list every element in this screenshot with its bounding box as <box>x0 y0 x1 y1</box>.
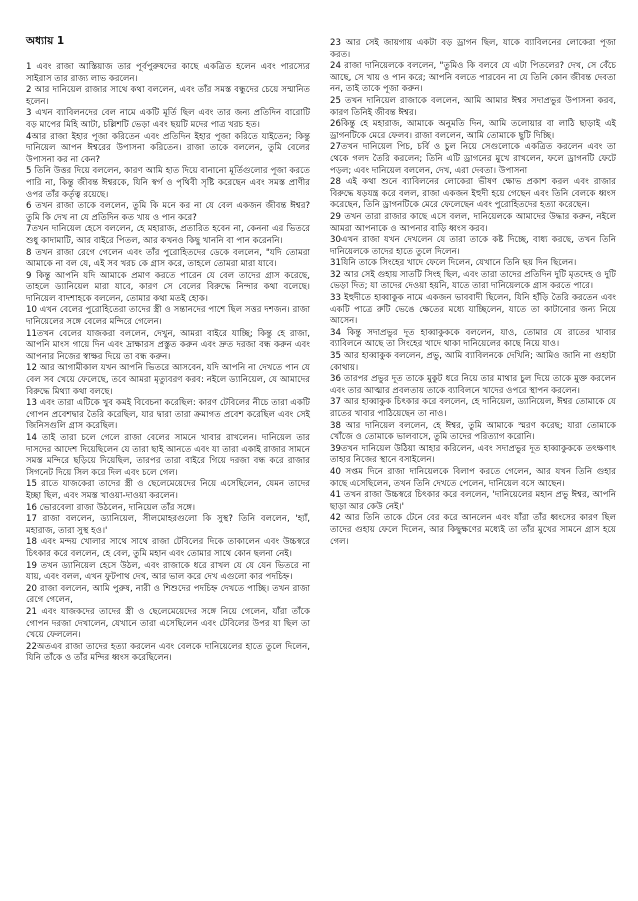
verse-paragraph: 22অতএব রাজা তাদের হত্যা করলেন এবং বেলকে দানিয়েলের হাতে তুলে দিলেন, যিনি তাঁকে ও তাঁর মন্দির ধ্বংস করেছিলেন। <box>26 641 310 664</box>
verse-paragraph: 29 তখন তারা রাজার কাছে এসে বলল, দানিয়েলকে আমাদের উদ্ধার করুন, নইলে আমরা আপনাকে ও আপনার বাড়ি ধ্বংস করব। <box>330 211 616 234</box>
verse-paragraph: 24 রাজা দানিয়েলকে বললেন, "তুমিও কি বলবে যে এটা পিতলের? দেখ, সে বেঁচে আছে, সে খায় ও পান করে; আপনি বলতে পারবেন না যে তিনি কোন জীবন্ত দেবতা নন, তাই তাকে পূজা করুন। <box>330 61 616 95</box>
verse-paragraph: 4আর রাজা ইহার পূজা করিতেন এবং প্রতিদিন ইহার পূজা করিতে যাইতেন; কিন্তু দানিয়েল আপন ঈশ্বরের উপাসনা করিতেন। রাজা তাকে বললেন, তুমি বেলের উপাসনা কর না কেন? <box>26 131 310 165</box>
verse-paragraph: 19 তখন ড্যানিয়েল হেসে উঠল, এবং রাজাকে ধরে রাখল যে যে যেন ভিতরে না যায়, এবং বলল, এখন ফুটপাথ দেখ, আর ভাল করে দেখ এগুলো কার পদচিহ্ন। <box>26 560 310 583</box>
verse-paragraph: 25 তখন দানিয়েল রাজাকে বললেন, আমি আমার ঈশ্বর সদাপ্রভুর উপাসনা করব, কারণ তিনিই জীবন্ত ঈশ্বর। <box>330 95 616 118</box>
verse-paragraph: 27তখন দানিয়েল পিচ, চর্বি ও চুল নিয়ে সেগুলোকে একত্রিত করলেন এবং তা থেকে গলদ তৈরি করলেন; তিনি এটি ড্রাগনের মুখে রাখলেন, ফলে ড্রাগনটি ফেটে পড়ল; এবং দানিয়েল বললেন, দেখ, এরা দেবতা। উপাসনা <box>330 142 616 176</box>
verse-paragraph: 17 রাজা বললেন, ড্যানিয়েল, সীলমোহরগুলো কি সুস্থ? তিনি বললেন, 'হ্যাঁ, মহারাজ, তারা সুস্থ হও।' <box>26 514 310 536</box>
verse-paragraph: 41 তখন রাজা উচ্চস্বরে চিৎকার করে বললেন, 'দানিয়েলের মহান প্রভু ঈশ্বর, আপনি ছাড়া আর কেউ নেই।' <box>330 490 616 512</box>
verse-paragraph: 33 ইহুদীতে হাব্বাকুক নামে একজন ভাববাদী ছিলেন, যিনি হাঁড়ি তৈরি করতেন এবং একটি পাত্রে রুটি ভেঙে ক্ষেতের মধ্যে যাচ্ছিলেন, যাতে তা কাটানোর জন্য নিয়ে আসেন। <box>330 293 616 327</box>
verse-paragraph: 5 তিনি উত্তর দিয়ে বললেন, কারণ আমি হাত দিয়ে বানানো মূর্তিগুলোর পূজা করতে পারি না, কিন্তু জীবন্ত ঈশ্বরকে, যিনি স্বর্গ ও পৃথিবী সৃষ্টি করেছেন এবং সমস্ত প্রাণীর ওপর তাঁর কর্তৃত্ব রয়েছে। <box>26 166 310 200</box>
right-paragraph-list <box>330 38 616 548</box>
verse-paragraph: 12 আর আগামীকাল যখন আপনি ভিতরে আসবেন, যদি আপনি না দেখতে পান যে বেল সব খেয়ে ফেলেছে, তবে আমরা মৃত্যুবরণ করব: নইলে ড্যানিয়েল, যে আমাদের বিরুদ্ধে মিথ্যা কথা বলছে। <box>26 363 310 397</box>
verse-paragraph: 2 আর দানিয়েল রাজার সাথে কথা বললেন, এবং তাঁর সমস্ত বন্ধুদের চেয়ে সম্মানিত হলেন। <box>26 85 310 107</box>
verse-paragraph: 32 আর সেই গুহায় সাতটি সিংহ ছিল, এবং তারা তাদের প্রতিদিন দুটি মৃতদেহ ও দুটি ভেড়া দিত; যা তাদের দেওয়া হয়নি, যাতে তারা দানিয়েলকে গ্রাস করতে পারে। <box>330 269 616 292</box>
verse-paragraph: 38 আর দানিয়েল বললেন, হে ঈশ্বর, তুমি আমাকে স্মরণ করেছ; যারা তোমাকে খোঁজে ও তোমাকে ভালবাসে, তুমি তাদের পরিত্যাগ করোনি। <box>330 420 616 443</box>
verse-paragraph: 15 রাতে যাজকেরা তাদের স্ত্রী ও ছেলেমেয়েদের নিয়ে এসেছিলেন, যেমন তাদের ইচ্ছা ছিল, এবং সমস্ত খাওয়া-দাওয়া করলেন। <box>26 479 310 501</box>
left-column <box>26 34 310 665</box>
verse-paragraph: 14 তাই তারা চলে গেলে রাজা বেলের সামনে খাবার রাখলেন। দানিয়েল তার দাসদের আদেশ দিয়েছিলেন যে তারা ছাই আনতে এবং যা তারা একাই রাজার সামনে সমস্ত মন্দিরে ছড়িয়ে দিয়েছিল, তারপর তারা বাইরে গিয়ে দরজা বন্ধ করে রাজার সিগনেট দিয়ে সিল করে দিল এবং চলে গেল। <box>26 433 310 478</box>
verse-paragraph: 10 এখন বেলের পুরোহিতেরা তাদের স্ত্রী ও সন্তানদের পাশে ছিল সত্তর দশজন। রাজা দানিয়েলের সঙ্গে বেলের মন্দিরে গেলেন। <box>26 305 310 328</box>
verse-paragraph: 1 এবং রাজা আস্তিয়াজ তার পূর্বপুরুষদের কাছে একত্রিত হলেন এবং পারস্যের সাইরাস তার রাজ্য লাভ করলেন। <box>26 62 310 84</box>
verse-paragraph: 42 আর তিনি তাকে টেনে বের করে আনলেন এবং যাঁরা তাঁর ধ্বংসের কারণ ছিল তাদের গুহায় ফেলে দিলেন, আর কিছুক্ষণের মধ্যেই তা তাঁর মুখের সামনে গ্রাস হয়ে গেল। <box>330 513 616 547</box>
verse-paragraph: 28 এই কথা শুনে ব্যাবিলনের লোকেরা ভীষণ ক্ষোভ প্রকাশ করল এবং রাজার বিরুদ্ধে ষড়যন্ত্র করে বলল, রাজা একজন ইহুদী হয়ে গেছেন এবং তিনি বেলকে ধ্বংস করেছেন, তিনি ড্রাগনটিকে মেরে ফেলেছেন এবং পুরোহিতদের হত্যা করেছেন। <box>330 177 616 211</box>
verse-paragraph: 23 আর সেই জায়গায় একটা বড় ড্রাগন ছিল, যাকে ব্যাবিলনের লোকেরা পূজা করত। <box>330 38 616 60</box>
verse-paragraph: 9 কিন্তু আপনি যদি আমাকে প্রমাণ করতে পারেন যে বেল তাদের গ্রাস করেছে, তাহলে ড্যানিয়েল মারা যাবে, কারণ সে বেলের বিরুদ্ধে নিন্দার কথা বলেছে। দানিয়েল বাদশাহকে বললেন, তোমার কথা মতই হোক। <box>26 270 310 304</box>
verse-paragraph: 31যিনি তাকে সিংহের খাদে ফেলে দিলেন, যেখানে তিনি ছয় দিন ছিলেন। <box>330 258 577 269</box>
verse-paragraph: 36 তারপর প্রভুর দূত তাকে মুকুট ধরে নিয়ে তার মাথার চুল দিয়ে তাকে মুক্ত করলেন এবং তার আত্মার প্রবলতায় তাকে ব্যাবিলনে খাদের ওপরে স্থাপন করলেন। <box>330 374 616 396</box>
verse-paragraph: 3 এখন ব্যাবিলনদের বেল নামে একটি মূর্তি ছিল এবং তার জন্য প্রতিদিন বারোটি বড় মাপের মিহি আটা, চল্লিশটি ভেড়া এবং ছয়টি মদের পাত্র খরচ হত। <box>26 108 310 130</box>
verse-paragraph: 18 এবং মন্দয় খোলার সাথে সাথে রাজা টেবিলের দিকে তাকালেন এবং উচ্চস্বরে চিৎকার করে বললেন, হে বেল, তুমি মহান এবং তোমার সাথে কোন ছলনা নেই। <box>26 537 310 559</box>
right-column <box>330 38 616 548</box>
verse-paragraph: 35 আর হাব্বাকুক বললেন, প্রভু, আমি ব্যাবিলনকে দেখিনি; আমিও জানি না গুহাটা কোথায়। <box>330 351 616 373</box>
chapter-title: অধ্যায় 1 <box>26 35 65 47</box>
verse-paragraph: 37 আর হাব্বাকুক চিৎকার করে বললেন, হে দানিয়েল, ড্যানিয়েল, ঈশ্বর তোমাকে যে রাতের খাবার পাঠিয়েছেন তা নাও। <box>330 397 616 419</box>
verse-paragraph: 26কিন্তু হে মহারাজ, আমাকে অনুমতি দিন, আমি তলোয়ার বা লাঠি ছাড়াই এই ড্রাগনটিকে মেরে ফেলব। রাজা বললেন, আমি তোমাকে ছুটি দিচ্ছি। <box>330 119 616 141</box>
verse-paragraph: 40 সপ্তম দিনে রাজা দানিয়েলকে বিলাপ করতে গেলেন, আর যখন তিনি গুহার কাছে এসেছিলেন, তখন তিনি দেখতে পেলেন, দানিয়েল বসে আছেন। <box>330 466 616 489</box>
left-paragraph-list <box>26 62 310 665</box>
verse-paragraph: 16 ভোরবেলা রাজা উঠলেন, দানিয়েল তাঁর সঙ্গে। <box>26 502 196 513</box>
verse-paragraph: 6 তখন রাজা তাকে বললেন, তুমি কি মনে কর না যে বেল একজন জীবন্ত ঈশ্বর? তুমি কি দেখ না যে প্রতিদিন কত খায় ও পান করে? <box>26 201 310 223</box>
verse-paragraph: 8 তখন রাজা রেগে গেলেন এবং তাঁর পুরোহিতদের ডেকে বললেন, "যদি তোমরা আমাকে না বল যে, এই সব খরচ কে গ্রাস করে, তাহলে তোমরা মারা যাবে। <box>26 247 310 270</box>
verse-paragraph: 30এখন রাজা যখন দেখলেন যে তারা তাকে কষ্ট দিচ্ছে, বাধ্য করছে, তখন তিনি দানিয়েলকে তাদের হাতে তুলে দিলেন। <box>330 235 616 257</box>
verse-paragraph: 13 এবং তারা এটিকে খুব কমই বিবেচনা করেছিল: কারণ টেবিলের নীচে তারা একটি গোপন প্রবেশদ্বার তৈরি করেছিল, যার দ্বারা তারা ক্রমাগত প্রবেশ করেছিল এবং সেই জিনিসগুলি গ্রাস করেছিল। <box>26 398 310 432</box>
verse-paragraph: 7তখন দানিয়েল হেসে বললেন, হে মহারাজ, প্রতারিত হবেন না, কেননা এর ভিতরে শুধু কাদামাটি, আর বাইরে পিতল, আর কখনও কিছু খাননি বা পান করেননি। <box>26 224 310 246</box>
verse-paragraph: 11তখন বেলের যাজকরা বললেন, দেখুন, আমরা বাইরে যাচ্ছি; কিন্তু হে রাজা, আপনি মাংস গায়ে দিন এবং দ্রাক্ষারস প্রস্তুত করুন এবং দ্রুত দরজা বন্ধ করুন এবং আপনার নিজের স্বাক্ষর দিয়ে তা বন্ধ করুন। <box>26 328 310 362</box>
verse-paragraph: 20 রাজা বললেন, আমি পুরুষ, নারী ও শিশুদের পদচিহ্ন দেখতে পাচ্ছি। তখন রাজা রেগে গেলেন, <box>26 583 310 606</box>
verse-paragraph: 34 কিন্তু সদাপ্রভুর দূত হাব্বাকুককে বললেন, যাও, তোমার যে রাতের খাবার ব্যাবিলনে আছে তা সিংহের খাদে থাকা দানিয়েলের কাছে নিয়ে যাও। <box>330 327 616 350</box>
verse-paragraph: 39তখন দানিয়েল উঠিয়া আহার করিলেন, এবং সদাপ্রভুর দূত হাব্বাকুককে তৎক্ষণাৎ তাহার নিজের স্থানে বসাইলেন। <box>330 443 616 466</box>
verse-paragraph: 21 এবং যাজকদের তাদের স্ত্রী ও ছেলেমেয়েদের সঙ্গে নিয়ে গেলেন, যাঁরা তাঁকে গোপন দরজা দেখালেন, যেখানে তারা এসেছিলেন এবং টেবিলের উপর যা ছিল তা খেয়ে ফেললেন। <box>26 606 310 641</box>
